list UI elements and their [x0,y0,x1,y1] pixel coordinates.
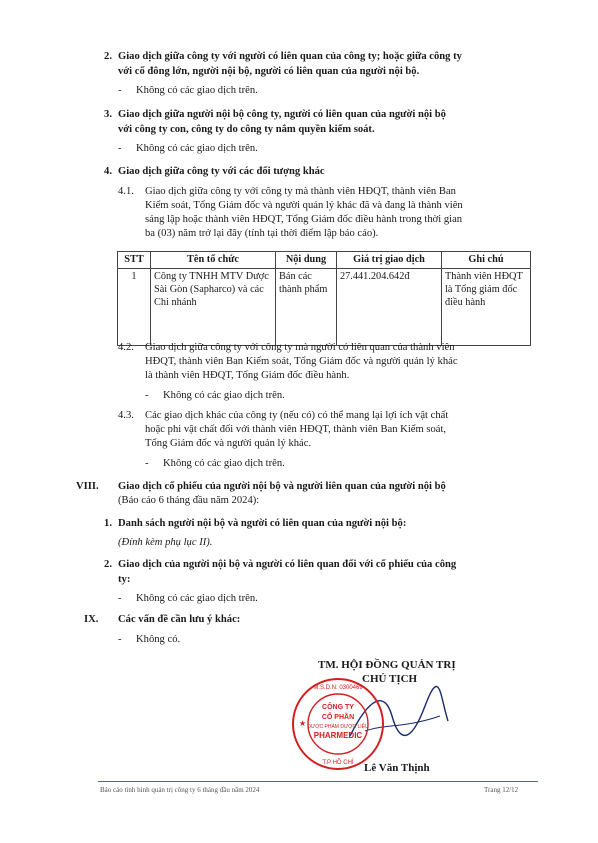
svg-text:CỔ PHẦN: CỔ PHẦN [321,714,355,721]
section-8-item-2-title-line2: ty: [118,574,131,585]
section-8-item-2-title-line1: Giao dịch của người nội bộ và người có liên quan đối với cổ phiếu của công [118,559,457,570]
cell-note: Thành viên HĐQT là Tổng giám đốc điều hành [442,269,531,346]
section-4-number: 4. [104,166,112,177]
sub-4-1-line2: Kiểm soát, Tổng Giám đốc và người quản lý khác đã và đang là thành viên [145,200,463,211]
section-9-bullet-text: Không có. [136,634,181,645]
signature-role: CHỦ TỊCH [362,673,418,685]
section-9-number: IX. [84,614,99,625]
sub-4-3-line3: Tổng Giám đốc và người quản lý khác. [145,438,312,449]
header-org: Tên tổ chức [151,252,276,269]
section-9-title: Các vấn đề cần lưu ý khác: [118,614,241,625]
section-8-item-1-note: (Đính kèm phụ lục II). [118,537,213,548]
cell-org: Công ty TNHH MTV Dược Sài Gòn (Sapharco) và các Chi nhánh [151,269,276,346]
table-header-row [118,252,531,269]
header-note: Ghi chú [442,252,531,269]
bullet-dash [118,84,122,98]
svg-text:PHARMEDIC: PHARMEDIC [313,731,363,740]
cell-stt: 1 [118,269,151,346]
signature-title: TM. HỘI ĐỒNG QUẢN TRỊ [318,659,456,671]
bullet-dash [145,389,149,403]
sub-4-1-line3: sáng lập hoặc thành viên HĐQT, Tổng Giám đốc điều hành trong thời gian [145,214,463,225]
section-8-item-2-number: 2. [104,559,112,570]
svg-text:M.S.D.N: 0300469: M.S.D.N: 0300469 [313,685,363,691]
header-content: Nội dung [276,252,337,269]
bullet-dash [145,457,149,471]
transactions-table [117,251,531,346]
sub-4-3-line2: hoặc phi vật chất đối với thành viên HĐQT, thành viên Ban Kiểm soát, [145,424,447,435]
section-8-item-1-number: 1. [104,518,112,529]
section-2-title-line2: với cổ đông lớn, người nội bộ, người có liên quan của người nội bộ. [118,66,420,77]
section-3-title-line1: Giao dịch giữa người nội bộ công ty, người có liên quan của người nội bộ [118,109,446,120]
svg-text:★: ★ [299,719,307,728]
bullet-dash [118,633,122,647]
sub-4-3-bullet-text: Không có các giao dịch trên. [163,458,285,469]
cell-content: Bán các thành phẩm [276,269,337,346]
footer-left-text: Báo cáo tình hình quản trị công ty 6 tháng đầu năm 2024 [100,786,260,794]
section-3-bullet-text: Không có các giao dịch trên. [136,143,258,154]
sub-4-2-line2: HĐQT, thành viên Ban Kiểm soát, Tổng Giám đốc và người quản lý khác [145,356,458,367]
sub-4-1-line1: Giao dịch giữa công ty với công ty mà thành viên HĐQT, thành viên Ban [145,186,456,197]
footer-rule [98,781,538,782]
sub-4-2-bullet-text: Không có các giao dịch trên. [163,390,285,401]
svg-text:T.P HỒ CHÍ: T.P HỒ CHÍ [322,760,354,766]
signatory-name: Lê Văn Thịnh [364,762,430,774]
bullet-dash [118,592,122,606]
sub-4-3-number: 4.3. [118,410,134,421]
cell-value: 27.441.204.642đ [337,269,442,346]
section-3-number: 3. [104,109,112,120]
sub-4-1-line4: ba (03) năm trở lại đây (tính tại thời điểm lập báo cáo). [145,228,379,239]
footer-page-number: Trang 12/12 [484,786,519,794]
section-8-number: VIII. [76,481,99,492]
section-8-title-line2: (Báo cáo 6 tháng đầu năm 2024): [118,495,260,506]
sub-4-2-number: 4.2. [118,342,134,353]
section-8-item-1-title: Danh sách người nội bộ và người có liên quan của người nội bộ: [118,518,407,529]
svg-text:CÔNG TY: CÔNG TY [322,704,354,711]
section-4-title: Giao dịch giữa công ty với các đối tượng khác [118,166,325,177]
section-3-title-line2: với công ty con, công ty do công ty nắm quyền kiểm soát. [118,124,375,135]
svg-text:DƯỢC PHẨM DƯỢC LIỆU: DƯỢC PHẨM DƯỢC LIỆU [307,724,369,730]
sub-4-1-number: 4.1. [118,186,134,197]
company-seal [290,676,386,772]
sub-4-2-line1: Giao dịch giữa công ty với công ty mà người có liên quan của thành viên [145,342,455,353]
header-value: Giá trị giao dịch [337,252,442,269]
section-2-title-line1: Giao dịch giữa công ty với người có liên quan của công ty; hoặc giữa công ty [118,51,462,62]
section-2-bullet-text: Không có các giao dịch trên. [136,85,258,96]
sub-4-3-line1: Các giao dịch khác của công ty (nếu có) có thể mang lại lợi ích vật chất [145,410,449,421]
bullet-dash [118,142,122,156]
table-row [118,269,531,346]
sub-4-2-line3: là thành viên HĐQT, Tổng Giám đốc điều hành. [145,370,350,381]
header-stt: STT [118,252,151,269]
section-8-title-line1: Giao dịch cổ phiếu của người nội bộ và người liên quan của người nội bộ [118,481,446,492]
section-2-number: 2. [104,51,112,62]
section-8-item-2-bullet-text: Không có các giao dịch trên. [136,593,258,604]
